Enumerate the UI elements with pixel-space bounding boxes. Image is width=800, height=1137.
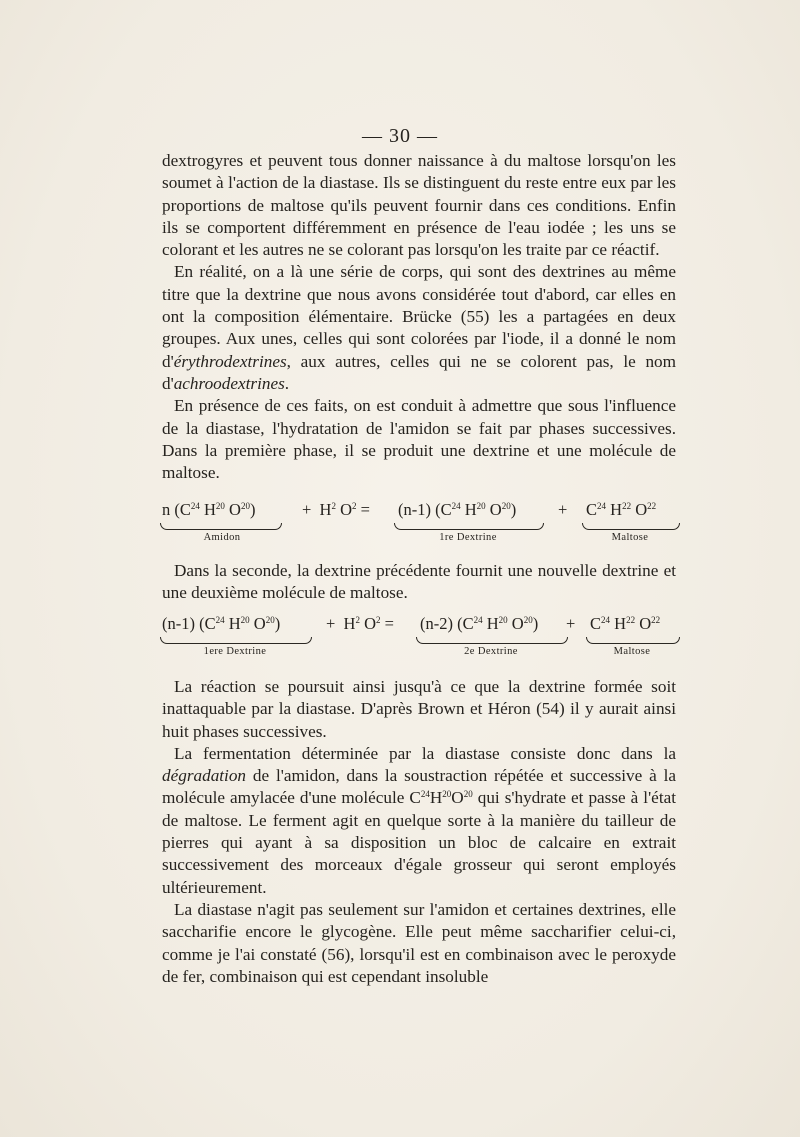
- eq2-term-dextrine-1: (n-1) ($C^{24}$ $H^{20}$ $O^{20}$): [162, 614, 281, 633]
- eq2-brace-dextrine-2: [416, 637, 568, 644]
- eq2-plus: +: [566, 614, 576, 633]
- eq2-brace-dextrine-1: [160, 637, 312, 644]
- eq2-label-dextrine-2: 2e Dextrine: [464, 646, 518, 657]
- eq2-term-dextrine-2: (n-2) ($C^{24}$ $H^{20}$ $O^{20}$): [420, 614, 539, 633]
- paragraph-2: En réalité, on a là une série de corps, qui sont des dextrines au même titre que la dextrine que nous avons considérée tout d'abord, car elles en ont la composition élémentaire. Brücke (55) les a partagées en deux groupes. Aux unes, celles qui sont colorées par l'iode, il a donné le nom d'érythrodextrines, aux autres, celles qui ne se colorent pas, le nom d'achroodextrines.: [162, 262, 676, 393]
- text-block-2: [162, 560, 676, 605]
- page-number: — 30 —: [362, 125, 438, 147]
- italic-term-erythrodextrines: érythrodextrines: [173, 351, 287, 371]
- eq1-term-amidon: n ($C^{24}$ $H^{20}$ $O^{20}$): [162, 500, 256, 519]
- paragraph-1: dextrogyres et peuvent tous donner naissance à du maltose lorsqu'on les soumet à l'action de la diastase. Ils se distinguent du reste entre eux par les proportions de maltose qu'ils peuvent fournir dans ces conditions. Enfin ils se comportent différemment en présence de l'eau iodée ; les uns se colorant et les autres ne se colorant pas lorsqu'on les traite par ce réactif.: [162, 151, 676, 260]
- eq1-label-dextrine: 1re Dextrine: [439, 532, 497, 543]
- eq2-label-dextrine-1: 1ere Dextrine: [203, 646, 267, 657]
- eq2-term-maltose: $C^{24}$ $H^{22}$ $O^{22}$: [590, 614, 661, 633]
- equation-1: [162, 500, 676, 544]
- equation-2: [162, 614, 676, 658]
- text-block-3: [162, 676, 676, 988]
- paragraph-7: La diastase n'agit pas seulement sur l'amidon et certaines dextrines, elle saccharifie encore le glycogène. Elle peut même saccharifier celui-ci, comme je l'ai constaté (56), lorsqu'il est en combinaison avec le peroxyde de fer, combinaison qui est cependant insoluble: [162, 899, 676, 986]
- eq2-plus-water: + $H^2$ $O^2$ =: [326, 614, 394, 633]
- italic-term-degradation: dégradation: [162, 766, 247, 786]
- eq1-term-maltose: $C^{24}$ $H^{22}$ $O^{22}$: [586, 500, 657, 519]
- eq2-brace-maltose: [586, 637, 680, 644]
- eq1-brace-amidon: [160, 523, 282, 530]
- paragraph-4: Dans la seconde, la dextrine précédente fournit une nouvelle dextrine et une deuxième molécule de maltose.: [162, 561, 676, 603]
- eq2-label-maltose: Maltose: [613, 646, 651, 657]
- italic-term-achroodextrines: achroodextrines: [173, 373, 285, 393]
- text-block-1: [162, 150, 676, 484]
- eq1-brace-maltose: [582, 523, 680, 530]
- paragraph-3: En présence de ces faits, on est conduit à admettre que sous l'influence de la diastase, l'hydratation de l'amidon se fait par phases successives. Dans la première phase, il se produit une dextrine et une molécule de maltose.: [162, 396, 676, 483]
- paragraph-6: La fermentation déterminée par la diastase consiste donc dans la dégradation de l'amidon, dans la soustraction répétée et successive à la molécule amylacée d'une molécule $C^{24}H^{20}O^{20}$ qui s'hydrate et passe à l'état de maltose. Le ferment agit en quelque sorte à la manière du tailleur de pierres qui ayant à sa disposition un bloc de calcaire en extrait successivement des morceaux d'égale grosseur qui seront employés ultérieurement.: [162, 743, 676, 897]
- eq1-term-dextrine: (n-1) ($C^{24}$ $H^{20}$ $O^{20}$): [398, 500, 517, 519]
- paragraph-5: La réaction se poursuit ainsi jusqu'à ce que la dextrine formée soit inattaquable par la diastase. D'après Brown et Héron (54) il y aurait ainsi huit phases successives.: [162, 677, 676, 741]
- eq1-plus-water: + $H^2$ $O^2$ =: [302, 500, 370, 519]
- eq1-label-maltose: Maltose: [611, 532, 649, 543]
- eq1-brace-dextrine: [394, 523, 544, 530]
- eq1-label-amidon: Amidon: [203, 532, 241, 543]
- eq1-plus: +: [558, 500, 568, 519]
